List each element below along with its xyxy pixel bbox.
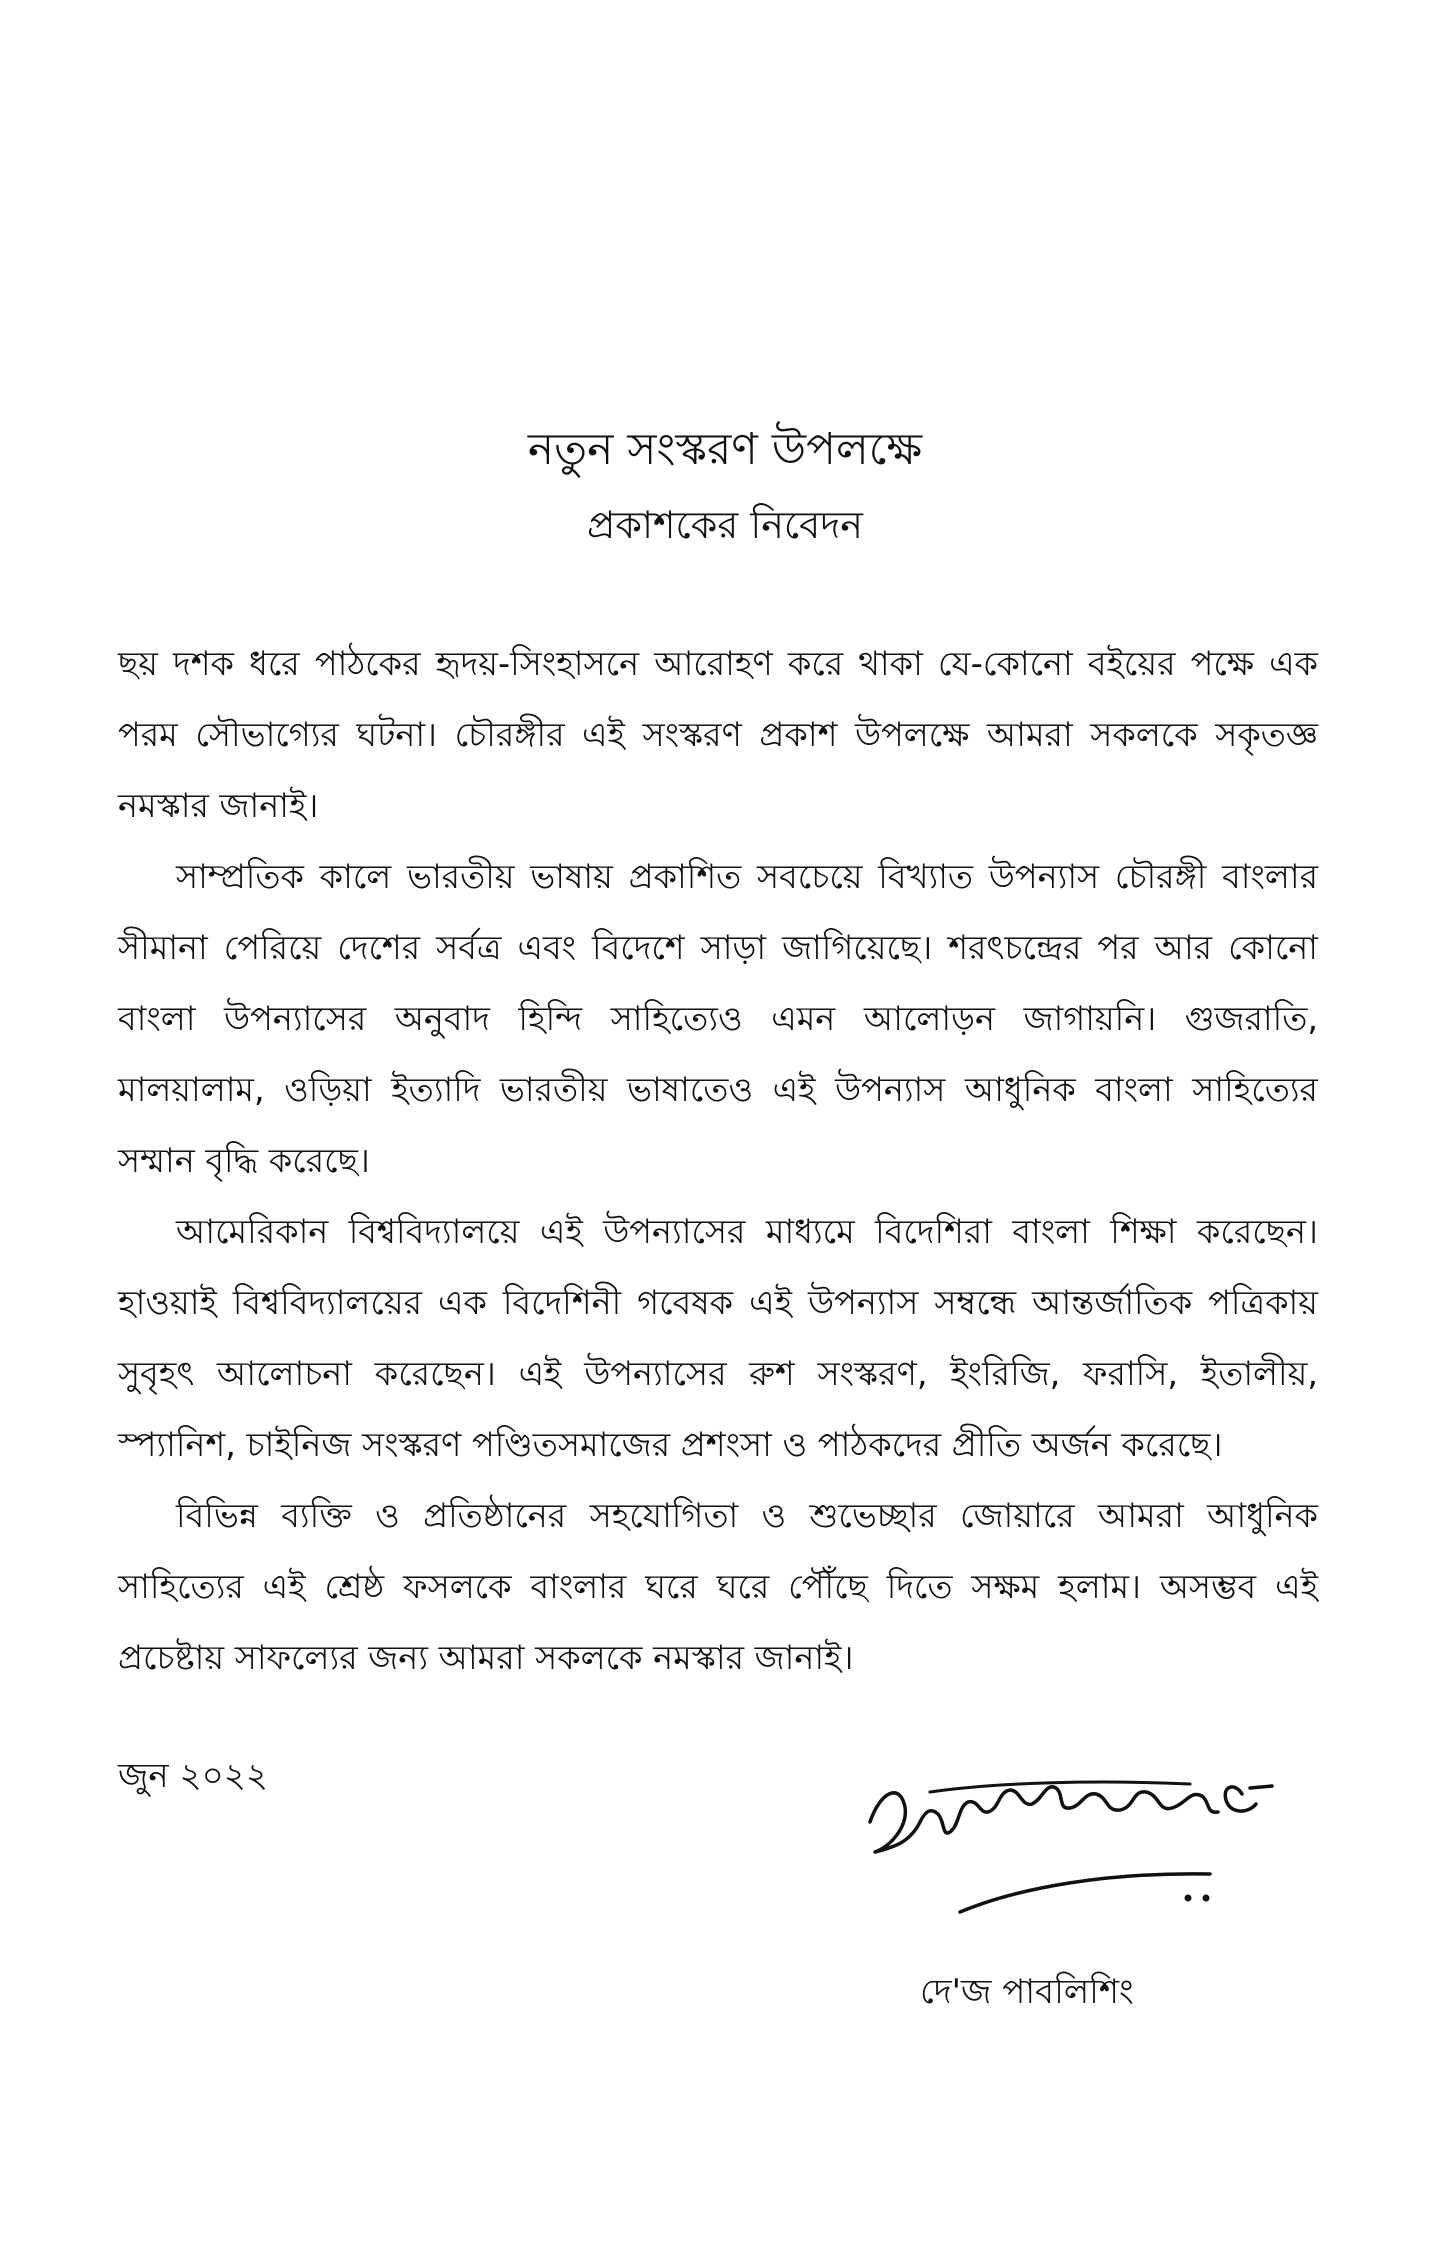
paragraph-4: বিভিন্ন ব্যক্তি ও প্রতিষ্ঠানের সহযোগিতা ও শুভেচ্ছার জোয়ারে আমরা আধুনিক সাহিত্যের এই শ্রেষ্ঠ ফসলকে বাংলার ঘরে ঘরে পৌঁছে দিতে সক্ষম হলাম। অসম্ভব এই প্রচেষ্টায় সাফল্যের জন্য আমরা সকলকে নমস্কার জানাই। [118,1496,1318,1677]
page-title: নতুন সংস্করণ উপলক্ষে [527,424,923,475]
signature-image [850,1752,1330,1952]
date-line: জুন ২০২২ [118,1756,268,1796]
body-text [118,628,1318,1693]
paragraph-3: আমেরিকান বিশ্ববিদ্যালয়ে এই উপন্যাসের মাধ্যমে বিদেশিরা বাংলা শিক্ষা করেছেন। হাওয়াই বিশ্ববিদ্যালয়ের এক বিদেশিনী গবেষক এই উপন্যাস সম্বন্ধে আন্তর্জাতিক পত্রিকায় সুবৃহৎ আলোচনা করেছেন। এই উপন্যাসের রুশ সংস্করণ, ইংরিজি, ফরাসি, ইতালীয়, স্প্যানিশ, চাইনিজ সংস্করণ পণ্ডিতসমাজের প্রশংসা ও পাঠকদের প্রীতি অর্জন করেছে। [118,1212,1318,1464]
page-subtitle: প্রকাশকের নিবেদন [587,503,863,547]
paragraph-2: সাম্প্রতিক কালে ভারতীয় ভাষায় প্রকাশিত সবচেয়ে বিখ্যাত উপন্যাস চৌরঙ্গী বাংলার সীমানা পেরিয়ে দেশের সর্বত্র এবং বিদেশে সাড়া জাগিয়েছে। শরৎচন্দ্রের পর আর কোনো বাংলা উপন্যাসের অনুবাদ হিন্দি সাহিত্যেও এমন আলোড়ন জাগায়নি। গুজরাতি, মালয়ালাম, ওড়িয়া ইত্যাদি ভারতীয় ভাষাতেও এই উপন্যাস আধুনিক বাংলা সাহিত্যের সম্মান বৃদ্ধি করেছে। [118,857,1318,1180]
publisher-name: দে'জ পাবলিশিং [920,1972,1134,2012]
paragraph-1: ছয় দশক ধরে পাঠকের হৃদয়-সিংহাসনে আরোহণ করে থাকা যে-কোনো বইয়ের পক্ষে এক পরম সৌভাগ্যের ঘটনা। চৌরঙ্গীর এই সংস্করণ প্রকাশ উপলক্ষে আমরা সকলকে সকৃতজ্ঞ নমস্কার জানাই। [118,644,1318,825]
